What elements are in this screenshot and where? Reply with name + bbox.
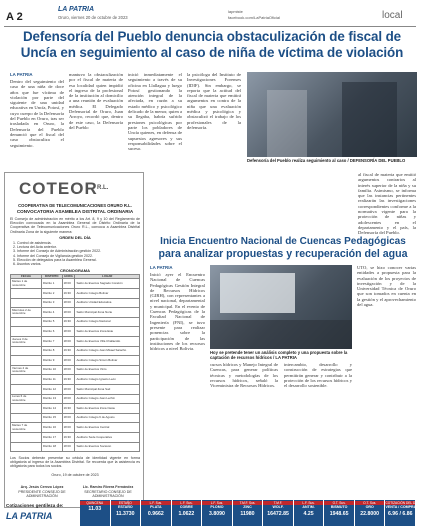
crono-row	[11, 279, 140, 289]
crono-cell: Auditorio Colegio Simón Bolívar	[75, 356, 140, 366]
article2-photo-caption: Hoy se pretende tener un análisis completo y una propuesta sobre la captación de recursos hídricos / LA PATRIA	[210, 350, 348, 360]
orden-item: 5. Elección de delegados para la Asamblea General.	[13, 257, 97, 262]
quote-cell	[233, 500, 264, 526]
crono-cell: 18:00	[62, 384, 75, 394]
crono-row	[11, 442, 140, 452]
article2-headline-line1: Inicia Encuentro Nacional de Cuencas Pedagógicas	[160, 236, 406, 247]
crono-cell	[11, 404, 42, 414]
crono-cell: Distrito 13	[41, 394, 62, 404]
crono-cell	[11, 317, 42, 327]
article2-body-1: Inició ayer el Encuentro Nacional de Cuencas Pedagógicas Gestión Integral de Recursos Hídricos (GIRH), con representantes a nivel nacional, departamental y municipal. En el evento de Cuencas Pedagógicas de la Facultad Nacional de Ingeniería (FNI), se tuvo presente para realizar ponencias sobre la participación de las instituciones de los recursos hídricos a nivel Bolivia.	[150, 272, 205, 352]
article1-body-2: mantuvo la obstaculización por el fiscal de materia de esa localidad quien impidió el ingreso de la profesional de la institución al domicilio a una reunión de evaluación médica. El Delegado Defensorial de Oruro, Juan Arroyo, recordó que, dentro de este caso, la Defensoría del Pueblo	[69, 72, 123, 130]
crono-cell: Distrito 8	[41, 346, 62, 356]
crono-cell: 18:00	[62, 413, 75, 423]
crono-cell: Auditorio Sede Cooperativa	[75, 432, 140, 442]
crono-cell: 19:30	[62, 375, 75, 385]
quote-header: L.F. Sus.	[141, 501, 171, 505]
quotes-logo: LA PATRIA	[6, 511, 53, 521]
article2-photo	[210, 265, 352, 349]
orden-item: 1. Control de asistencia.	[13, 241, 52, 245]
right-column-text	[358, 172, 416, 236]
quote-cell	[111, 500, 142, 526]
crono-row	[11, 384, 140, 394]
crono-cell: Auditorio Colegio Ignacio León	[75, 375, 140, 385]
crono-row	[11, 327, 140, 337]
cotelor-date: Oruro, 19 de octubre de 2023	[51, 473, 99, 477]
article2-body-2: cursos hídricos y Manejo Integral de Cuencas, para generar políticas técnicas y metodologías de los recursos hídricos, señaló la Viceministra de Recursos Hídricos.	[210, 362, 278, 389]
crono-cell: 18:00	[62, 442, 75, 452]
quote-cell	[294, 500, 325, 526]
header-social: lapmiste	[228, 9, 243, 14]
crono-cell	[11, 432, 42, 442]
quotes-label: Cotizaciones gentileza de:	[6, 503, 64, 508]
crono-cell: Auditorio Colegio Nacional	[75, 317, 140, 327]
quotes-bar	[80, 500, 424, 526]
quote-header: QUINCENA	[80, 501, 110, 505]
quote-label: ZINC	[243, 505, 252, 509]
article2-col3	[284, 362, 352, 388]
quote-label: PLATA	[150, 505, 162, 509]
crono-row	[11, 394, 140, 404]
section-label: local	[382, 10, 403, 21]
quote-value: 22.8000	[360, 511, 380, 517]
crono-cell: Miércoles 2 de noviembre	[11, 308, 42, 318]
crono-cell: 19:30	[62, 317, 75, 327]
article1-photo	[247, 72, 417, 157]
crono-cell: Salón de Eventos Villa Challacollo	[75, 336, 140, 346]
article1-body-1: Dentro del seguimiento del caso de una niña de doce años que fue víctima de violación por parte del siguiente de una unidad educativa en Uncía, Potosí, y cuyo cuerpo de la Defensoría del Pueblo en Oruro, tras ser trasladada en Oruro, la Defensoría del Pueblo denunció que el fiscal del caso obstaculiza el seguimiento.	[10, 79, 64, 148]
crono-cell: 18:00	[62, 308, 75, 318]
crono-row	[11, 432, 140, 442]
crono-cell: 19:30	[62, 432, 75, 442]
crono-row	[11, 413, 140, 423]
signer1-role: PRESIDENTE CONSEJO DE ADMINISTRACIÓN	[18, 490, 66, 499]
cotelor-intro: El Consejo de administración en mérito a los Art. 8, 9 y 10 del Reglamento de Elección convocada en la Asamblea General de Distrito Ordinaria de la Cooperativa de Telecomunicaciones Oruro R.L., convoca a Asamblea Distrital Ordinaria Zona de la siguiente manera:	[10, 217, 140, 234]
quote-value: 1948.65	[329, 511, 349, 517]
crono-row	[11, 317, 140, 327]
quote-value: 6.96 / 6.86	[387, 511, 413, 517]
article1-photo-caption: Defensoría del Pueblo realiza seguimiento al caso / DEFENSORÍA DEL PUEBLO	[247, 158, 406, 163]
crono-cell: Salón de Eventos Zona Este	[75, 327, 140, 337]
photo-figure	[267, 90, 307, 157]
crono-cell: Auditorio Colegio Juan Lechín	[75, 394, 140, 404]
crono-cell: 18:00	[62, 298, 75, 308]
signer2-role: SECRETARIO CONSEJO DE ADMINISTRACIÓN	[84, 490, 132, 499]
masthead-logo: LA PATRIA	[58, 6, 95, 13]
crono-row	[11, 308, 140, 318]
crono-cell: 18:00	[62, 336, 75, 346]
crono-cell	[11, 384, 42, 394]
page-header	[0, 4, 420, 32]
crono-cell: Auditorio Colegio Juan Misael Saracho	[75, 346, 140, 356]
crono-row	[11, 423, 140, 433]
crono-cell	[11, 298, 42, 308]
quote-label: COBRE	[179, 505, 193, 509]
crono-cell: Auditorio Colegio Bolívar	[75, 289, 140, 299]
cotelor-ad	[4, 172, 144, 508]
crono-cell: 18:00	[62, 394, 75, 404]
crono-row	[11, 356, 140, 366]
quote-cell	[263, 500, 294, 526]
crono-cell: Salón de Eventos Central	[75, 423, 140, 433]
orden-item: 6. Asuntos varios.	[13, 262, 42, 267]
article1-body-3: inició inmediatamente el seguimiento a través de su oficina en Llallagua y luego Potosí gestionando la atención integral de la afectada, en razón a su estado médico y psicológico delicado de la menor, quien a su llegaba, habría sufrido presiones psicológicas por parte los pobladores de Uncía quienes, en defensa de supuestos agresores y sus responsabilidades sobre el suceso.	[128, 72, 182, 152]
article1-col3	[128, 72, 182, 151]
orden-title: ORDEN DEL DÍA	[59, 235, 91, 240]
crono-row	[11, 375, 140, 385]
orden-list	[13, 241, 141, 266]
crono-cell	[11, 346, 42, 356]
article2-col4	[357, 265, 416, 307]
quote-header: T.M.F. Sus.	[233, 501, 263, 505]
cotelor-logo	[19, 179, 131, 201]
quote-cell	[80, 500, 111, 526]
crono-cell	[11, 375, 42, 385]
article2-body-3: intercambio, desarrollo y construcción de estrategias que permitirán generar y contribuir a la protección de los recursos hídricos y el desarrollo sostenible.	[284, 362, 352, 389]
signer1-name: Arq. Jesús Cerezo López	[20, 485, 64, 489]
crono-cell: Viernes 4 de noviembre	[11, 365, 42, 375]
crono-row	[11, 404, 140, 414]
crono-cell: 18:00	[62, 356, 75, 366]
crono-cell: Distrito 15	[41, 413, 62, 423]
cotelor-logo-text: COTEOR	[19, 179, 98, 198]
crono-cell: Distrito 14	[41, 404, 62, 414]
article2-col1	[150, 265, 205, 351]
crono-cell: Distrito 16	[41, 423, 62, 433]
crono-cell: Distrito 17	[41, 432, 62, 442]
header-rule	[4, 26, 416, 27]
quote-cell	[202, 500, 233, 526]
crono-cell: Distrito 9	[41, 356, 62, 366]
crono-cell: Distrito 5	[41, 317, 62, 327]
quote-label: ESTAÑO	[117, 505, 133, 509]
article1-body-4: la psicóloga del Instituto de Investigaciones Forenses (IDIF). Sin embargo, se reporta que la actitud del fiscal de materia que emitirá argumentos en contra de la niña que una evaluación médica y psicológica y obstaculizó el trabajo de los profesionales de la defensoría.	[187, 72, 241, 130]
article1-col1	[10, 72, 64, 148]
crono-cell: Jueves 3 de noviembre	[11, 336, 42, 346]
quote-header: T.M.F.	[263, 501, 293, 505]
header-date: Oruro, viernes 20 de octubre de 2023	[58, 15, 128, 20]
crono-cell: 18:00	[62, 365, 75, 375]
crono-cell: Distrito 7	[41, 336, 62, 346]
crono-cell: Salón Municipal Zona Sud	[75, 384, 140, 394]
crono-cell	[11, 356, 42, 366]
quote-header: L.F. Sus.	[294, 501, 324, 505]
article2-byline: LA PATRIA	[150, 265, 173, 270]
quote-value: 11980	[240, 511, 255, 517]
crono-row	[11, 289, 140, 299]
crono-title: CRONOGRAMA	[60, 268, 90, 273]
crono-cell: 18:00	[62, 423, 75, 433]
crono-cell: 19:30	[62, 346, 75, 356]
quote-value: 0.9662	[147, 511, 164, 517]
crono-cell: Lunes 6 de noviembre	[11, 394, 42, 404]
crono-cell: 18:00	[62, 279, 75, 289]
crono-row	[11, 336, 140, 346]
crono-cell: Auditorio Unidad Educativa	[75, 298, 140, 308]
crono-cell	[11, 413, 42, 423]
article2-headline-line2: para analizar propuestas y recuperación del agua	[158, 248, 408, 260]
crono-table	[10, 274, 140, 452]
crono-header-cell: FECHA	[11, 275, 42, 279]
crono-cell: Distrito 6	[41, 327, 62, 337]
article2-body-4: UTO, se hizo conocer varias entidades a propuesta para la evaluación de los proyectos de investigación y de la Universidad Técnica de Oruro que son tomados en cuenta en la gestión y el aprovechamiento del agua.	[357, 265, 416, 308]
cotelor-title: CONVOCATORIA ASAMBLEA DISTRITAL ORDINARIA	[16, 209, 134, 214]
quote-label: ANTIM.	[302, 505, 315, 509]
crono-cell: Salón de Eventos Zona Oeste	[75, 404, 140, 414]
crono-cell: Distrito 4	[41, 308, 62, 318]
quote-value: 11.3730	[116, 511, 135, 517]
crono-cell: Distrito 1	[41, 279, 62, 289]
crono-cell: Salón de Eventos Socavón	[75, 442, 140, 452]
header-web: facebook.com/LaPatriaOficial	[228, 15, 281, 20]
crono-cell: Auditorio Colegio 6 de Agosto	[75, 413, 140, 423]
crono-header-cell: LUGAR	[75, 275, 140, 279]
crono-cell: Salón Municipal Zona Norte	[75, 308, 140, 318]
orden-item: 2. Lectura del Acta anterior.	[13, 245, 57, 250]
article2-headline	[150, 236, 416, 261]
quote-cell	[355, 500, 386, 526]
article1-col4	[187, 72, 241, 130]
crono-cell: Distrito 11	[41, 375, 62, 385]
crono-cell: Martes 7 de noviembre	[11, 423, 42, 433]
cotelor-logo-suffix: R.L.	[97, 185, 109, 191]
quote-header: O.T. Sus.	[355, 501, 385, 505]
right-column-body: al fiscal de materia que emitió argumentos contrarios al interés superior de la niña y su familia. Asimismo, se informa que las instancias pertinentes realizarán las investigaciones correspondientes conforme a la normativa vigente para la protección de niñas y adolescentes en el departamento y el país, la Defensoría del Pueblo.	[358, 172, 416, 236]
crono-cell: 18:00	[62, 327, 75, 337]
crono-cell: Distrito 12	[41, 384, 62, 394]
crono-table-wrap	[10, 274, 140, 452]
quote-value: 1.0622	[178, 511, 195, 517]
quote-cell	[141, 500, 172, 526]
quote-cell	[385, 500, 424, 526]
cotelor-note: Los Socios deberán presentar su cédula de identidad vigente en forma obligatoria al ingreso de la Asamblea Distrital. Se recuerda que la asistencia es obligatoria para todos los socios.	[10, 456, 140, 469]
quote-label: WOLF.	[272, 505, 284, 509]
crono-row	[11, 298, 140, 308]
quote-value: 16472.85	[267, 511, 289, 517]
quote-value: 3.8090	[209, 511, 225, 517]
quote-header: L.F. Sus.	[202, 501, 232, 505]
page-number: A 2	[6, 11, 23, 23]
quote-label: BISMUTO	[330, 505, 348, 509]
crono-row	[11, 365, 140, 375]
cotelor-subtitle: COOPERATIVA DE TELECOMUNICACIONES ORURO R.L.	[18, 203, 132, 208]
photo-banner	[220, 273, 295, 313]
quote-value: 11.03	[88, 506, 102, 512]
crono-cell: Distrito 2	[41, 289, 62, 299]
quote-cell	[172, 500, 203, 526]
quote-header: L.F. Sus.	[172, 501, 202, 505]
quote-label: ORO	[365, 505, 374, 509]
crono-cell: Martes 1 de noviembre	[11, 279, 42, 289]
quote-cell	[324, 500, 355, 526]
crono-header-cell: HORA	[62, 275, 75, 279]
quote-value: 4.25	[303, 511, 314, 517]
orden-item: 3. Informe del Consejo de Administración gestión 2022.	[13, 249, 102, 254]
article2-col2	[210, 362, 278, 388]
crono-cell: 19:30	[62, 404, 75, 414]
article1-headline: Defensoría del Pueblo denuncia obstaculización de fiscal de Uncía en seguimiento al caso de niña de víctima de violación	[20, 29, 404, 60]
article1-byline: LA PATRIA	[10, 72, 33, 77]
article1-col2	[69, 72, 123, 130]
crono-cell	[11, 327, 42, 337]
crono-cell: Distrito 3	[41, 298, 62, 308]
quote-label: VENTA / COMPRA	[385, 505, 417, 509]
quote-header: O.T. Sus.	[324, 501, 354, 505]
crono-cell	[11, 289, 42, 299]
crono-header-cell: DISTRITO	[41, 275, 62, 279]
quote-header: ESTAÑO	[111, 501, 141, 505]
crono-cell: Distrito 18	[41, 442, 62, 452]
crono-cell	[11, 442, 42, 452]
quote-label: PLOMO	[210, 505, 224, 509]
photo-crowd	[210, 320, 352, 349]
quote-header: COTIZACIÓN DEL DÓLAR	[385, 501, 424, 505]
crono-row	[11, 346, 140, 356]
crono-cell: Salón de Eventos Vinto	[75, 365, 140, 375]
crono-cell: Salón de Eventos Sagrado Corazón	[75, 279, 140, 289]
orden-item: 4. Informe del Consejo de Vigilancia gestión 2022.	[13, 253, 94, 258]
crono-cell: 19:30	[62, 289, 75, 299]
photo-figure	[342, 82, 397, 157]
crono-cell: Distrito 10	[41, 365, 62, 375]
signer2-name: Lic. Ramiro Rivera Fernández	[82, 485, 134, 489]
